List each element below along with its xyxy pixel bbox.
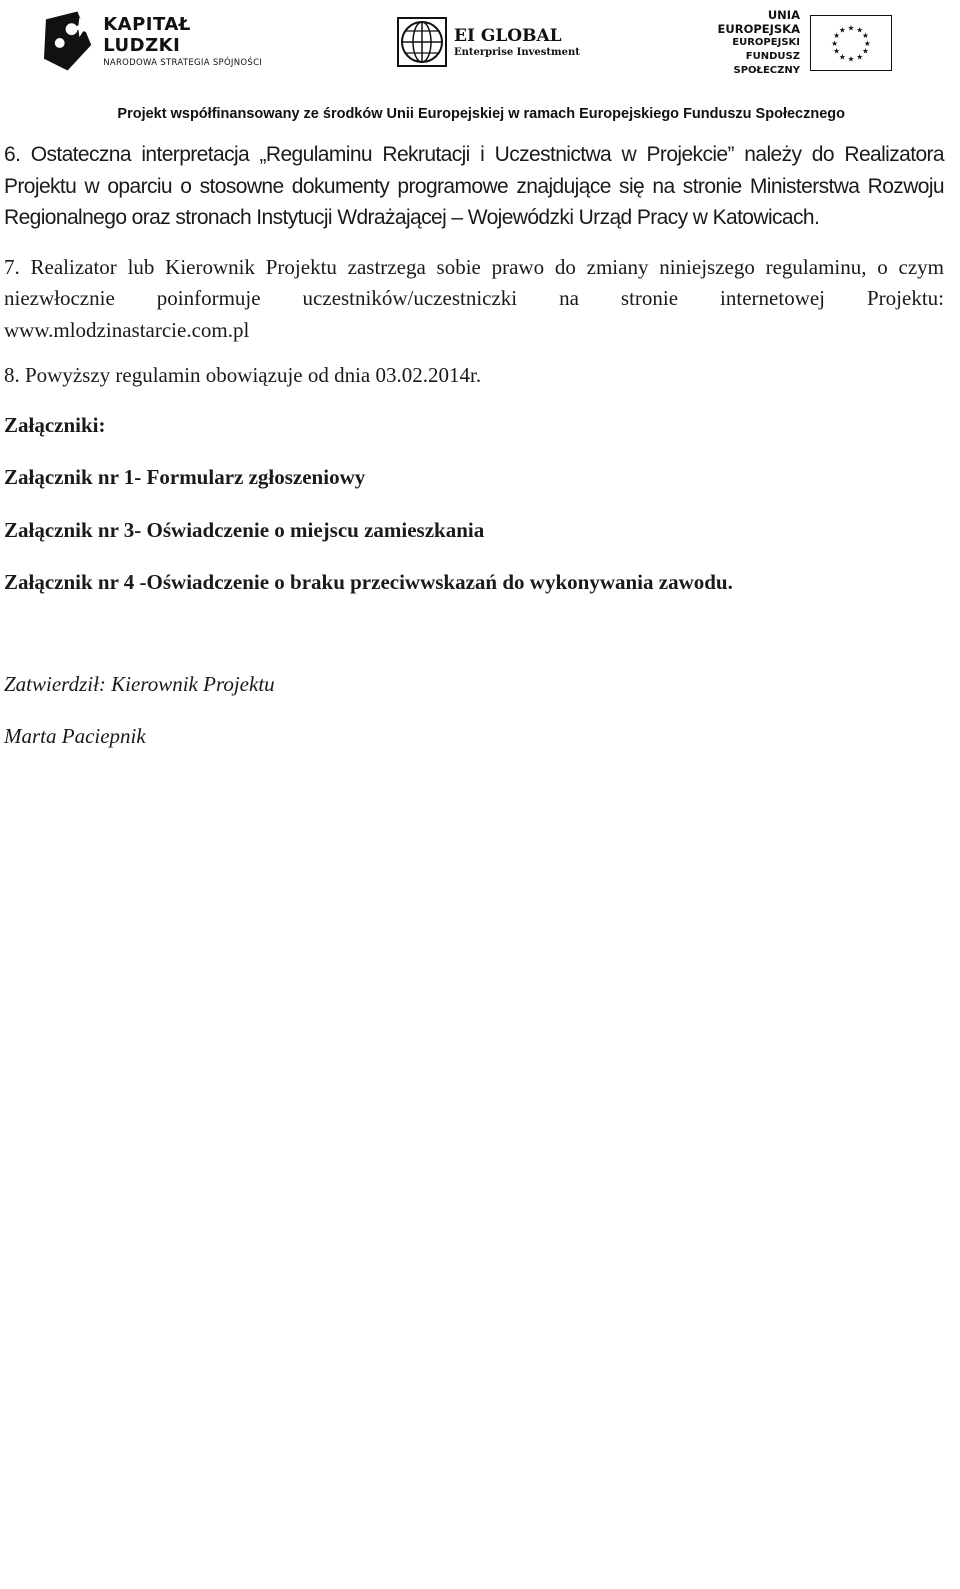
approved-by: Zatwierdził: Kierownik Projektu <box>4 671 275 696</box>
approver-name: Marta Paciepnik <box>4 724 146 748</box>
svg-text:★: ★ <box>847 23 855 33</box>
kapital-ludzki-title: KAPITAŁ LUDZKI <box>103 14 191 56</box>
eu-line-3: FUNDUSZ SPOŁECZNY <box>733 51 800 76</box>
svg-text:★: ★ <box>838 52 846 62</box>
paragraph-6: 6. Ostateczna interpretacja „Regulaminu Rekrutacji i Uczestnictwa w Projekcie” należy do Realizatora Projektu w oparciu o stosowne dokumenty programowe znajdujące się na stronie Ministerstwa Rozwoju Regionalnego oraz stronach Instytucji Wdrażającej – Wojewódzki Urząd Pracy w Katowicach. <box>4 143 944 229</box>
kapital-ludzki-subtitle: NARODOWA STRATEGIA SPÓJNOŚCI <box>103 58 263 68</box>
svg-text:★: ★ <box>847 54 855 64</box>
kapital-ludzki-emblem-icon <box>42 9 93 73</box>
svg-text:★: ★ <box>856 25 864 35</box>
svg-text:★: ★ <box>833 31 840 41</box>
svg-text:★: ★ <box>831 38 839 48</box>
document-header <box>0 0 960 130</box>
svg-text:★: ★ <box>862 46 869 56</box>
eu-flag-icon <box>810 15 892 71</box>
kapital-ludzki-logo <box>42 6 272 76</box>
paragraph-7: 7. Realizator lub Kierownik Projektu zastrzega sobie prawo do zmiany niniejszego regulaminu, o czym niezwłocznie poinformuje uczestników/uczestniczki na stronie internetowej Projektu: www.mlodzinastarcie.com.pl <box>4 254 944 342</box>
paragraph-8: 8. Powyższy regulamin obowiązuje od dnia 03.02.2014r. <box>4 363 482 387</box>
cofunding-text: Projekt współfinansowany ze środków Unii Europejskiej w ramach Europejskiego Funduszu Społecznego <box>117 106 845 122</box>
globe-icon <box>396 16 448 68</box>
svg-text:★: ★ <box>833 46 840 56</box>
ei-global-subtitle: Enterprise Investment <box>454 47 580 58</box>
eu-logo <box>688 8 898 76</box>
svg-text:★: ★ <box>838 25 846 35</box>
svg-text:★: ★ <box>856 52 864 62</box>
attachment-item: Załącznik nr 1- Formularz zgłoszeniowy <box>4 465 366 489</box>
attachment-item: Załącznik nr 3- Oświadczenie o miejscu zamieszkania <box>4 517 485 542</box>
document-body <box>4 139 944 753</box>
svg-text:★: ★ <box>862 31 869 41</box>
ei-global-title: EI GLOBAL <box>454 26 562 46</box>
attachment-item: Załącznik nr 4 -Oświadczenie o braku przeciwwskazań do wykonywania zawodu. <box>4 570 733 594</box>
cofunding-line <box>0 106 948 122</box>
eu-line-1: UNIA EUROPEJSKA <box>717 8 800 36</box>
svg-text:★: ★ <box>863 38 871 48</box>
attachments-heading: Załączniki: <box>4 412 106 437</box>
ei-global-logo <box>396 14 586 70</box>
eu-line-2: EUROPEJSKI <box>732 37 800 48</box>
